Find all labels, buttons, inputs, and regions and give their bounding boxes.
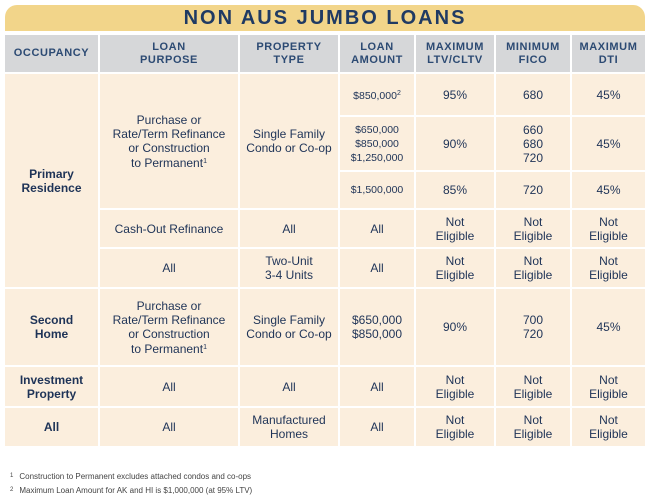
header-property-type: PROPERTY TYPE <box>240 35 340 72</box>
property-cell: All <box>240 365 340 406</box>
amount-cell: All <box>340 365 416 406</box>
purpose-cell: Purchase or Rate/Term Refinance or Construction to Permanent$^1$ <box>100 287 240 365</box>
fico-cell: 700 720 <box>496 287 572 365</box>
amount-cell: $650,000 $850,000 $1,250,000 <box>340 115 416 170</box>
dti-cell: 45% <box>572 115 645 170</box>
table-row <box>5 208 645 247</box>
footnote-1: $^1$ Construction to Permanent excludes attached condos and co-ops <box>10 472 252 481</box>
purpose-cell: All <box>100 247 240 287</box>
header-max-ltv: MAXIMUM LTV/CLTV <box>416 35 496 72</box>
purpose-cell: Cash-Out Refinance <box>100 208 240 247</box>
ltv-cell: 90% <box>416 287 496 365</box>
amount-cell: All <box>340 208 416 247</box>
fico-cell: Not Eligible <box>496 365 572 406</box>
header-occupancy: OCCUPANCY <box>5 35 100 72</box>
purpose-cell: All <box>100 406 240 446</box>
dti-cell: 45% <box>572 72 645 115</box>
dti-cell: Not Eligible <box>572 208 645 247</box>
amount-cell: All <box>340 406 416 446</box>
fico-cell: 680 <box>496 72 572 115</box>
ltv-cell: Not Eligible <box>416 208 496 247</box>
dti-cell: Not Eligible <box>572 247 645 287</box>
occupancy-all: All <box>5 406 100 446</box>
table-row <box>5 287 645 365</box>
footnote-2: $^2$ Maximum Loan Amount for AK and HI is $1,000,000 (at 95% LTV) <box>10 486 253 495</box>
occupancy-primary: Primary Residence <box>5 72 100 287</box>
jumbo-loan-table <box>5 35 645 446</box>
fico-cell: 720 <box>496 170 572 208</box>
header-loan-amount: LOAN AMOUNT <box>340 35 416 72</box>
purpose-cell: All <box>100 365 240 406</box>
amount-cell: $850,000$^2$ <box>340 72 416 115</box>
page-title: NON AUS JUMBO LOANS <box>183 6 467 29</box>
ltv-cell: 90% <box>416 115 496 170</box>
property-cell: All <box>240 208 340 247</box>
occupancy-second-home: Second Home <box>5 287 100 365</box>
ltv-cell: Not Eligible <box>416 247 496 287</box>
property-cell: Two-Unit 3-4 Units <box>240 247 340 287</box>
table-row <box>5 406 645 446</box>
fico-cell: Not Eligible <box>496 208 572 247</box>
table-row <box>5 72 645 115</box>
dti-cell: Not Eligible <box>572 365 645 406</box>
ltv-cell: Not Eligible <box>416 365 496 406</box>
fico-cell: Not Eligible <box>496 406 572 446</box>
header-loan-purpose: LOAN PURPOSE <box>100 35 240 72</box>
occupancy-investment: Investment Property <box>5 365 100 406</box>
amount-cell: $1,500,000 <box>340 170 416 208</box>
header-min-fico: MINIMUM FICO <box>496 35 572 72</box>
header-max-dti: MAXIMUM DTI <box>572 35 645 72</box>
fico-cell: Not Eligible <box>496 247 572 287</box>
dti-cell: 45% <box>572 170 645 208</box>
header-row <box>5 35 645 72</box>
ltv-cell: Not Eligible <box>416 406 496 446</box>
ltv-cell: 85% <box>416 170 496 208</box>
property-primary: Single Family Condo or Co-op <box>240 72 340 208</box>
table-row <box>5 247 645 287</box>
purpose-primary: Purchase or Rate/Term Refinance or Construction to Permanent$^1$ <box>100 72 240 208</box>
dti-cell: 45% <box>572 287 645 365</box>
title-banner <box>5 5 645 31</box>
amount-cell: All <box>340 247 416 287</box>
dti-cell: Not Eligible <box>572 406 645 446</box>
property-cell: Single Family Condo or Co-op <box>240 287 340 365</box>
property-cell: Manufactured Homes <box>240 406 340 446</box>
amount-cell: $650,000 $850,000 <box>340 287 416 365</box>
ltv-cell: 95% <box>416 72 496 115</box>
table-row <box>5 365 645 406</box>
fico-cell: 660 680 720 <box>496 115 572 170</box>
